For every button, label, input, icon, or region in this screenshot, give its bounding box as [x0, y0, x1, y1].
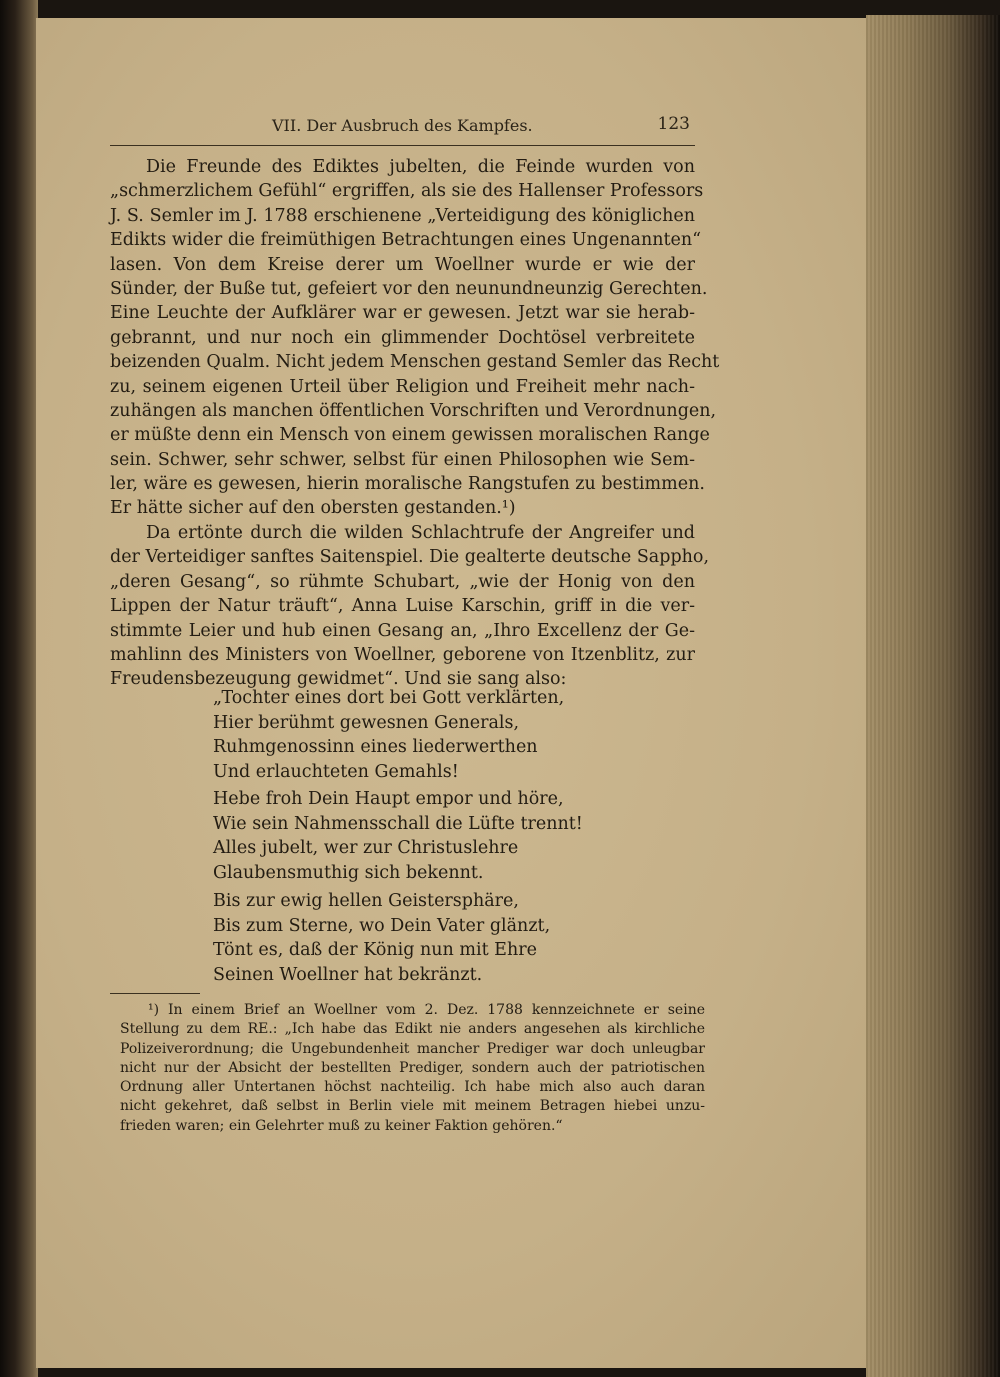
poem-stanza-3	[213, 891, 550, 989]
text-line: er müßte denn ein Mensch von einem gewissen moralischen Range	[110, 425, 710, 446]
text-line: lasen. Von dem Kreise derer um Woellner wurde er wie der	[110, 254, 695, 275]
text-line: beizenden Qualm. Nicht jedem Menschen gestand Semler das Recht	[110, 352, 720, 373]
poem-line: Bis zur ewig hellen Geistersphäre,	[213, 891, 519, 911]
poem-line: Und erlauchteten Gemahls!	[213, 761, 459, 782]
book-spine-edge	[0, 0, 38, 1377]
page-number: 123	[657, 114, 690, 134]
text-line: gebrannt, und nur noch ein glimmender Dochtösel verbreitete	[110, 327, 695, 348]
text-line: zuhängen als manchen öffentlichen Vorschriften und Verordnungen,	[110, 400, 717, 421]
poem-line: Tönt es, daß der König nun mit Ehre	[213, 940, 537, 961]
text-line: ler, wäre es gewesen, hierin moralische Rangstufen zu bestimmen.	[110, 474, 705, 495]
footnote-line: nicht gekehret, daß selbst in Berlin viele mit meinem Betragen hiebei unzu-	[120, 1098, 705, 1115]
footnote-line: nicht nur der Absicht der bestellten Prediger, sondern auch der patriotischen	[120, 1059, 705, 1076]
poem-line: Hebe froh Dein Haupt empor und höre,	[213, 789, 564, 809]
text-line: Freudensbezeugung gewidmet“. Und sie sang also:	[110, 669, 567, 690]
text-line: „deren Gesang“, so rühmte Schubart, „wie der Honig von den	[110, 571, 695, 592]
poem-stanza-1	[213, 688, 564, 786]
poem-line: Seinen Woellner hat bekränzt.	[213, 964, 483, 985]
text-line: J. S. Semler im J. 1788 erschienene „Verteidigung des königlichen	[110, 205, 695, 226]
header-rule	[110, 145, 695, 146]
chapter-title: VII. Der Ausbruch des Kampfes.	[272, 116, 533, 135]
footnote-line: Ordnung aller Untertanen höchst nachteilig. Ich habe mich also auch daran	[120, 1079, 705, 1096]
footnote-line: ¹) In einem Brief an Woellner vom 2. Dez. 1788 kennzeichnete er seine	[148, 1002, 705, 1018]
footnote-rule	[110, 993, 200, 994]
poem-line: Hier berühmt gewesnen Generals,	[213, 712, 520, 733]
text-line: Lippen der Natur träuft“, Anna Luise Karschin, griff in die ver-	[110, 596, 695, 617]
text-line: stimmte Leier und hub einen Gesang an, „Ihro Excellenz der Ge-	[110, 620, 695, 641]
footnote-line: Polizeiverordnung; die Ungebundenheit mancher Prediger war doch unleugbar	[120, 1040, 705, 1057]
text-line: Die Freunde des Ediktes jubelten, die Feinde wurden von	[146, 157, 695, 177]
text-line: Edikts wider die freimüthigen Betrachtungen eines Ungenannten“	[110, 230, 702, 251]
running-header	[110, 112, 690, 138]
text-line: „schmerzlichem Gefühl“ ergriffen, als sie des Hallenser Professors	[110, 181, 704, 202]
footnote-line: frieden waren; ein Gelehrter muß zu keiner Faktion gehören.“	[120, 1117, 563, 1134]
footnote	[120, 1002, 705, 1137]
paragraph-1	[110, 155, 720, 521]
text-line: der Verteidiger sanftes Saitenspiel. Die gealterte deutsche Sappho,	[110, 547, 710, 568]
text-line: Er hätte sicher auf den obersten gestanden.¹)	[110, 498, 516, 519]
poem-line: Wie sein Nahmensschall die Lüfte trennt!	[213, 813, 583, 834]
poem-line: Alles jubelt, wer zur Christuslehre	[213, 838, 519, 859]
text-line: sein. Schwer, sehr schwer, selbst für einen Philosophen wie Sem-	[110, 449, 695, 470]
poem-line: „Tochter eines dort bei Gott verklärten,	[213, 688, 565, 708]
text-line: zu, seinem eigenen Urteil über Religion und Freiheit mehr nach-	[110, 376, 695, 397]
poem-line: Bis zum Sterne, wo Dein Vater glänzt,	[213, 915, 551, 936]
text-line: Da ertönte durch die wilden Schlachtrufe der Angreifer und	[146, 523, 695, 543]
text-line: mahlinn des Ministers von Woellner, geborene von Itzenblitz, zur	[110, 644, 695, 665]
footnote-line: Stellung zu dem RE.: „Ich habe das Edikt nie anders angesehen als kirchliche	[120, 1021, 705, 1038]
paragraph-2	[110, 521, 710, 692]
poem-line: Glaubensmuthig sich bekennt.	[213, 862, 484, 883]
text-line: Eine Leuchte der Aufklärer war er gewesen. Jetzt war sie herab-	[110, 303, 695, 324]
text-line: Sünder, der Buße tut, gefeiert vor den neunundneunzig Gerechten.	[110, 278, 708, 299]
poem-stanza-2	[213, 789, 583, 887]
poem-line: Ruhmgenossinn eines liederwerthen	[213, 737, 538, 758]
page-stack-edge	[866, 15, 1000, 1377]
